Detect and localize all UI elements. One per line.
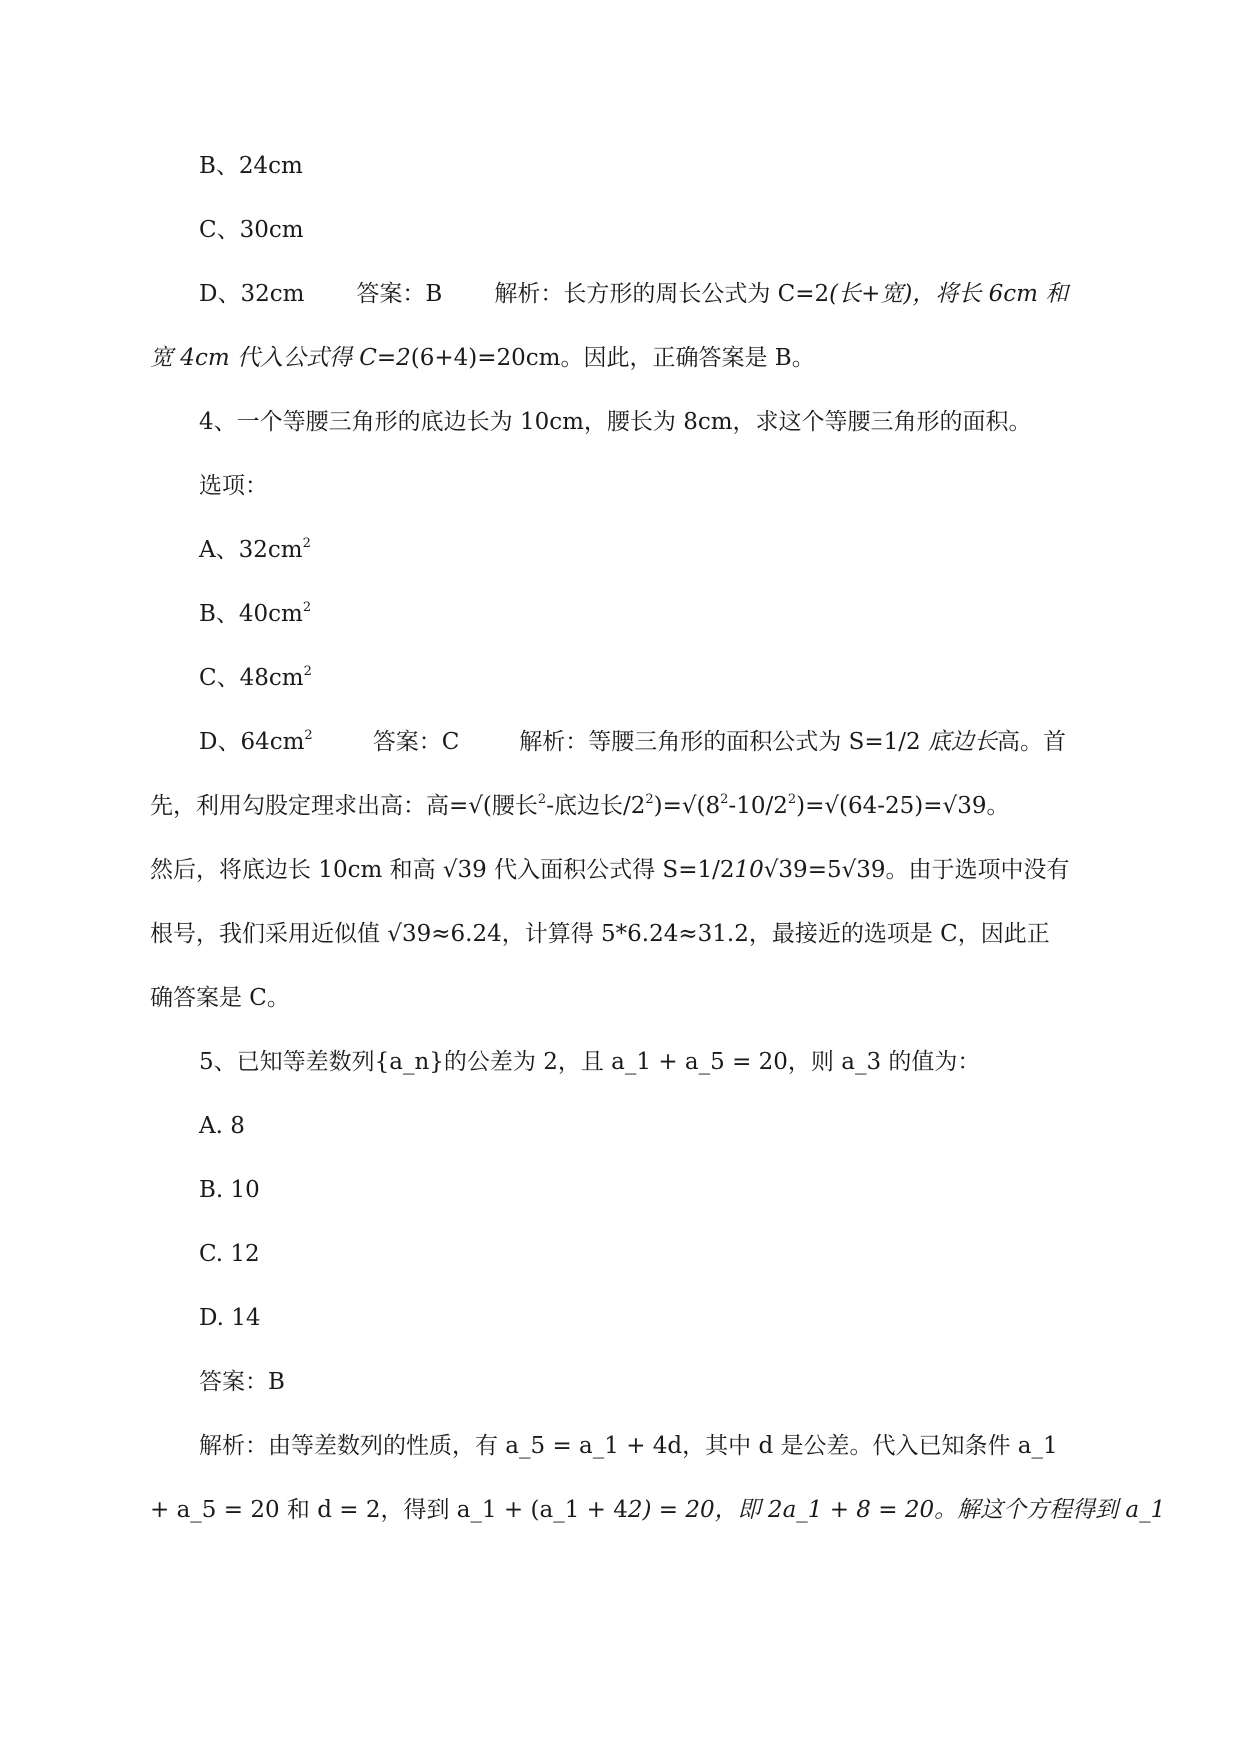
option-c-48: C、$48cm^2$: [199, 664, 312, 691]
answer-label: 答案：B: [356, 281, 443, 307]
explanation-line: 根号，我们采用近似值 √39≈6.24，计算得 5*6.24≈31.2，最接近的选项是 C，因此正: [150, 921, 1050, 947]
option-d-64-answer-line: D、$64cm^2$ 答案：C 解析：等腰三角形的面积公式为 S=1/2 底边长高。首: [199, 728, 1066, 755]
options-label: 选项：: [199, 473, 268, 499]
option-a-32: A、$32cm^2$: [199, 536, 311, 563]
option-b-10: B. 10: [199, 1177, 260, 1203]
answer-line: 答案：B: [199, 1369, 285, 1395]
question-4: 4、一个等腰三角形的底边长为 10cm，腰长为 8cm，求这个等腰三角形的面积。: [199, 409, 1032, 435]
option-b-24cm: B、24cm: [199, 153, 303, 179]
explanation-line: 解析：由等差数列的性质，有 a_5 = a_1 + 4d，其中 d 是公差。代入已知条件 a_1: [199, 1433, 1058, 1459]
explanation-line: + a_5 = 20 和 d = 2，得到 a_1 + (a_1 + 42) = 20，即 2a_1 + 8 = 20。解这个方程得到 a_1: [150, 1497, 1166, 1523]
explanation-line: 然后，将底边长 10cm 和高 √39 代入面积公式得 S=1/210√39=5√39。由于选项中没有: [150, 857, 1070, 883]
explanation-line: 确答案是 C。: [150, 985, 290, 1011]
option-c-30cm: C、30cm: [199, 217, 304, 243]
explanation-line: 宽 4cm 代入公式得 C=2(6+4)=20cm。因此，正确答案是 B。: [150, 345, 815, 371]
option-c-12: C. 12: [199, 1241, 260, 1267]
question-5: 5、已知等差数列{a_n}的公差为 2，且 a_1 + a_5 = 20，则 a_3 的值为：: [199, 1049, 981, 1075]
answer-label: 答案：C: [372, 729, 460, 755]
explanation-line: 先，利用勾股定理求出高：高=√(腰长$^2$-底边长$/2^2)=√(8^2-10/2^2)=√(64-25)=√39$。: [150, 792, 1010, 819]
option-d-14: D. 14: [199, 1305, 261, 1331]
option-a-8: A. 8: [199, 1113, 245, 1139]
option-b-40: B、$40cm^2$: [199, 600, 312, 627]
option-d-answer-line: D、32cm 答案：B 解析：长方形的周长公式为 C=2(长+宽)，将长 6cm 和: [199, 281, 1069, 307]
